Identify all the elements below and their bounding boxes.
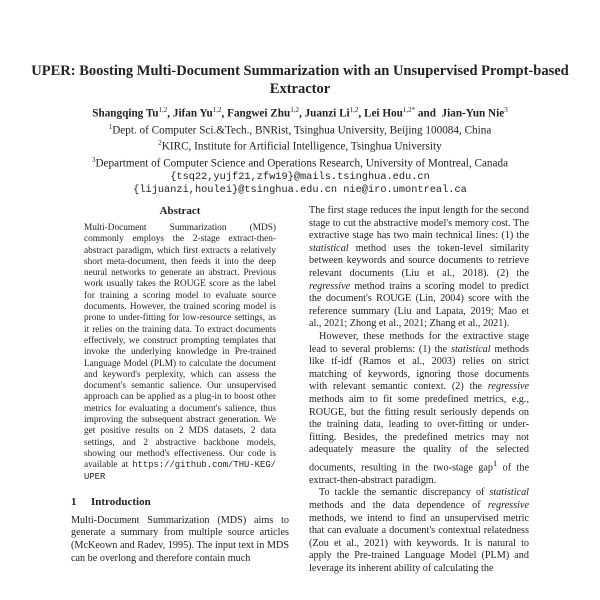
code-link[interactable]: https://github.com/THU-KEG/UPER <box>84 460 276 482</box>
section-heading <box>71 496 289 508</box>
abstract-text: Multi-Document Summarization (MDS) commonly employs the 2-stage extract-then-abstract paradigm, which first extracts a relatively short meta-document, then feeds it into the deep neural networks to generate an abstract. Previous work usually takes the ROUGE score as the label for training a scoring model to evaluate source documents. However, the trained scoring model is prone to under-fitting for low-resource settings, as it relies on the training data. To extract documents effectively, we construct prompting templates that invoke the underlying knowledge in Pre-trained Language Model (PLM) to calculate the document and keyword's perplexity, which can assess the document's semantic salience. Our unsupervised approach can be applied as a plug-in to boost other metrics for evaluating a document's salience, thus improving the subsequent abstract generation. We get positive results on 2 MDS datasets, 2 data settings, and 2 abstractive backbone models, showing our method's effectiveness. Our code is available at <box>84 223 276 471</box>
paper-title: UPER: Boosting Multi-Document Summarization with an Unsupervised Prompt-based Extractor <box>31 63 569 97</box>
left-column <box>71 205 289 565</box>
author-names: Shangqing Tu$^{1,2}$, Jifan Yu$^{1,2}$, Fangwei Zhu$^{1,2}$, Juanzi Li$^{1,2}$, Lei Hou$^{1,2*}$ and Jian-Yun Nie$^3$ <box>92 106 508 120</box>
email-line-2: {lijuanzi,houlei}@tsinghua.edu.cn nie@iro.umontreal.ca <box>133 183 467 196</box>
right-paragraph-2: However, these methods for the extractive stage lead to several problems: (1) the statistical methods like tf-idf (Ramos et al., 2003) relies on strict matching of keywords, ignoring those documents with relevant semantic context. (2) the regressive methods aim to fit some predefined metrics, e.g., ROUGE, but the fitting result seriously depends on the training data, leading to over-fitting or under-fitting. Besides, the predefined metrics may not adequately measure the quality of the selected documents, resulting in the two-stage gap$^1$ of the extract-then-abstract paradigm. <box>309 330 529 486</box>
right-paragraph-3: To tackle the semantic discrepancy of statistical methods and the data dependence of regressive methods, we intend to find an unsupervised metric that can evaluate a document's contextual relatedness (Zou et al., 2021) with keywords. It is natural to apply the Pre-trained Language Model (PLM) and leverage its inherent ability of calculating the <box>309 487 529 575</box>
affiliation-2: $^2$KIRC, Institute for Artificial Intelligence, Tsinghua University <box>158 139 442 154</box>
right-paragraph-1: The first stage reduces the input length for the second stage to cut the abstractive model's memory cost. The extractive stage has two main technical lines: (1) the statistical method uses the token-level similarity between keywords and source documents to retrieve relevant documents (Liu et al., 2018). (2) the regressive method trains a scoring model to predict the document's ROUGE (Lin, 2004) score with the reference summary (Liu and Lapata, 2019; Mao et al., 2021; Zhong et al., 2021; Zhang et al., 2021). <box>309 205 529 330</box>
section-number: 1 <box>71 495 77 508</box>
author-block <box>0 104 600 197</box>
intro-paragraph: Multi-Document Summarization (MDS) aims to generate a summary from multiple source articles (McKeown and Radev, 1995). The input text in MDS can be overlong and therefore contain much <box>71 514 289 564</box>
affiliation-1: $^1$Dept. of Computer Sci.&Tech., BNRist, Tsinghua University, Beijing 100084, China <box>108 122 492 137</box>
affiliation-3: $^3$Department of Computer Science and Operations Research, University of Montreal, Canada <box>91 156 509 170</box>
section-title: Introduction <box>91 495 151 508</box>
email-line-1: {tsq22,yujf21,zfw19}@mails.tsinghua.edu.cn <box>170 170 430 183</box>
right-column <box>309 205 529 576</box>
abstract-heading: Abstract <box>159 205 201 217</box>
abstract-body <box>84 223 276 483</box>
